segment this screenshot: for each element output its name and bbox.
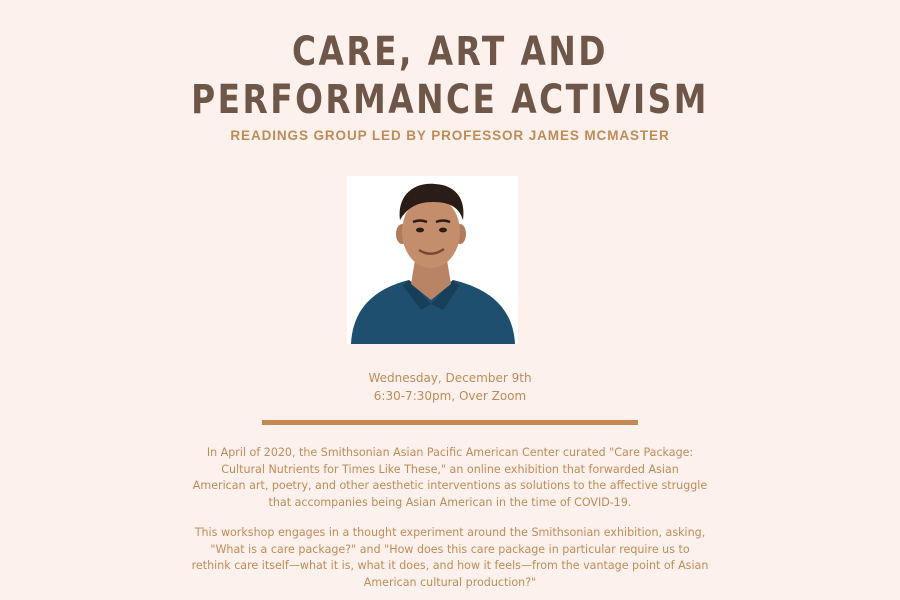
event-subtitle: READINGS GROUP LED BY PROFESSOR JAMES MCMASTER (230, 128, 670, 143)
description-line: "What is a care package?" and "How does this care package in particular require us to (210, 542, 690, 556)
event-date: Wednesday, December 9th (368, 371, 532, 385)
description-line: that accompanies being Asian American in the time of COVID-19. (268, 495, 632, 509)
description-line: This workshop engages in a thought experiment around the Smithsonian exhibition, asking, (194, 526, 706, 539)
description-line: rethink care itself—what it is, what it does, and how it feels—from the vantage point of Asian (191, 559, 709, 572)
description-line: Cultural Nutrients for Times Like These," an online exhibition that forwarded Asian (221, 462, 679, 476)
speaker-portrait-illustration (347, 176, 518, 344)
description-line: American art, poetry, and other aesthetic interventions as solutions to the affective struggle (192, 479, 708, 492)
event-title-line-2: PERFORMANCE ACTIVISM (191, 77, 709, 123)
section-divider (262, 420, 638, 425)
event-details (0, 369, 900, 405)
event-description (180, 445, 720, 591)
description-line: American cultural production?" (363, 575, 537, 589)
description-line: In April of 2020, the Smithsonian Asian Pacific American Center curated "Care Package: (206, 446, 694, 459)
event-title-line-1: CARE, ART AND (291, 29, 609, 75)
event-title (81, 28, 819, 124)
event-time: 6:30-7:30pm, Over Zoom (373, 389, 527, 403)
description-paragraph-2 (180, 525, 720, 591)
speaker-photo (347, 176, 518, 344)
description-paragraph-1 (180, 445, 720, 511)
